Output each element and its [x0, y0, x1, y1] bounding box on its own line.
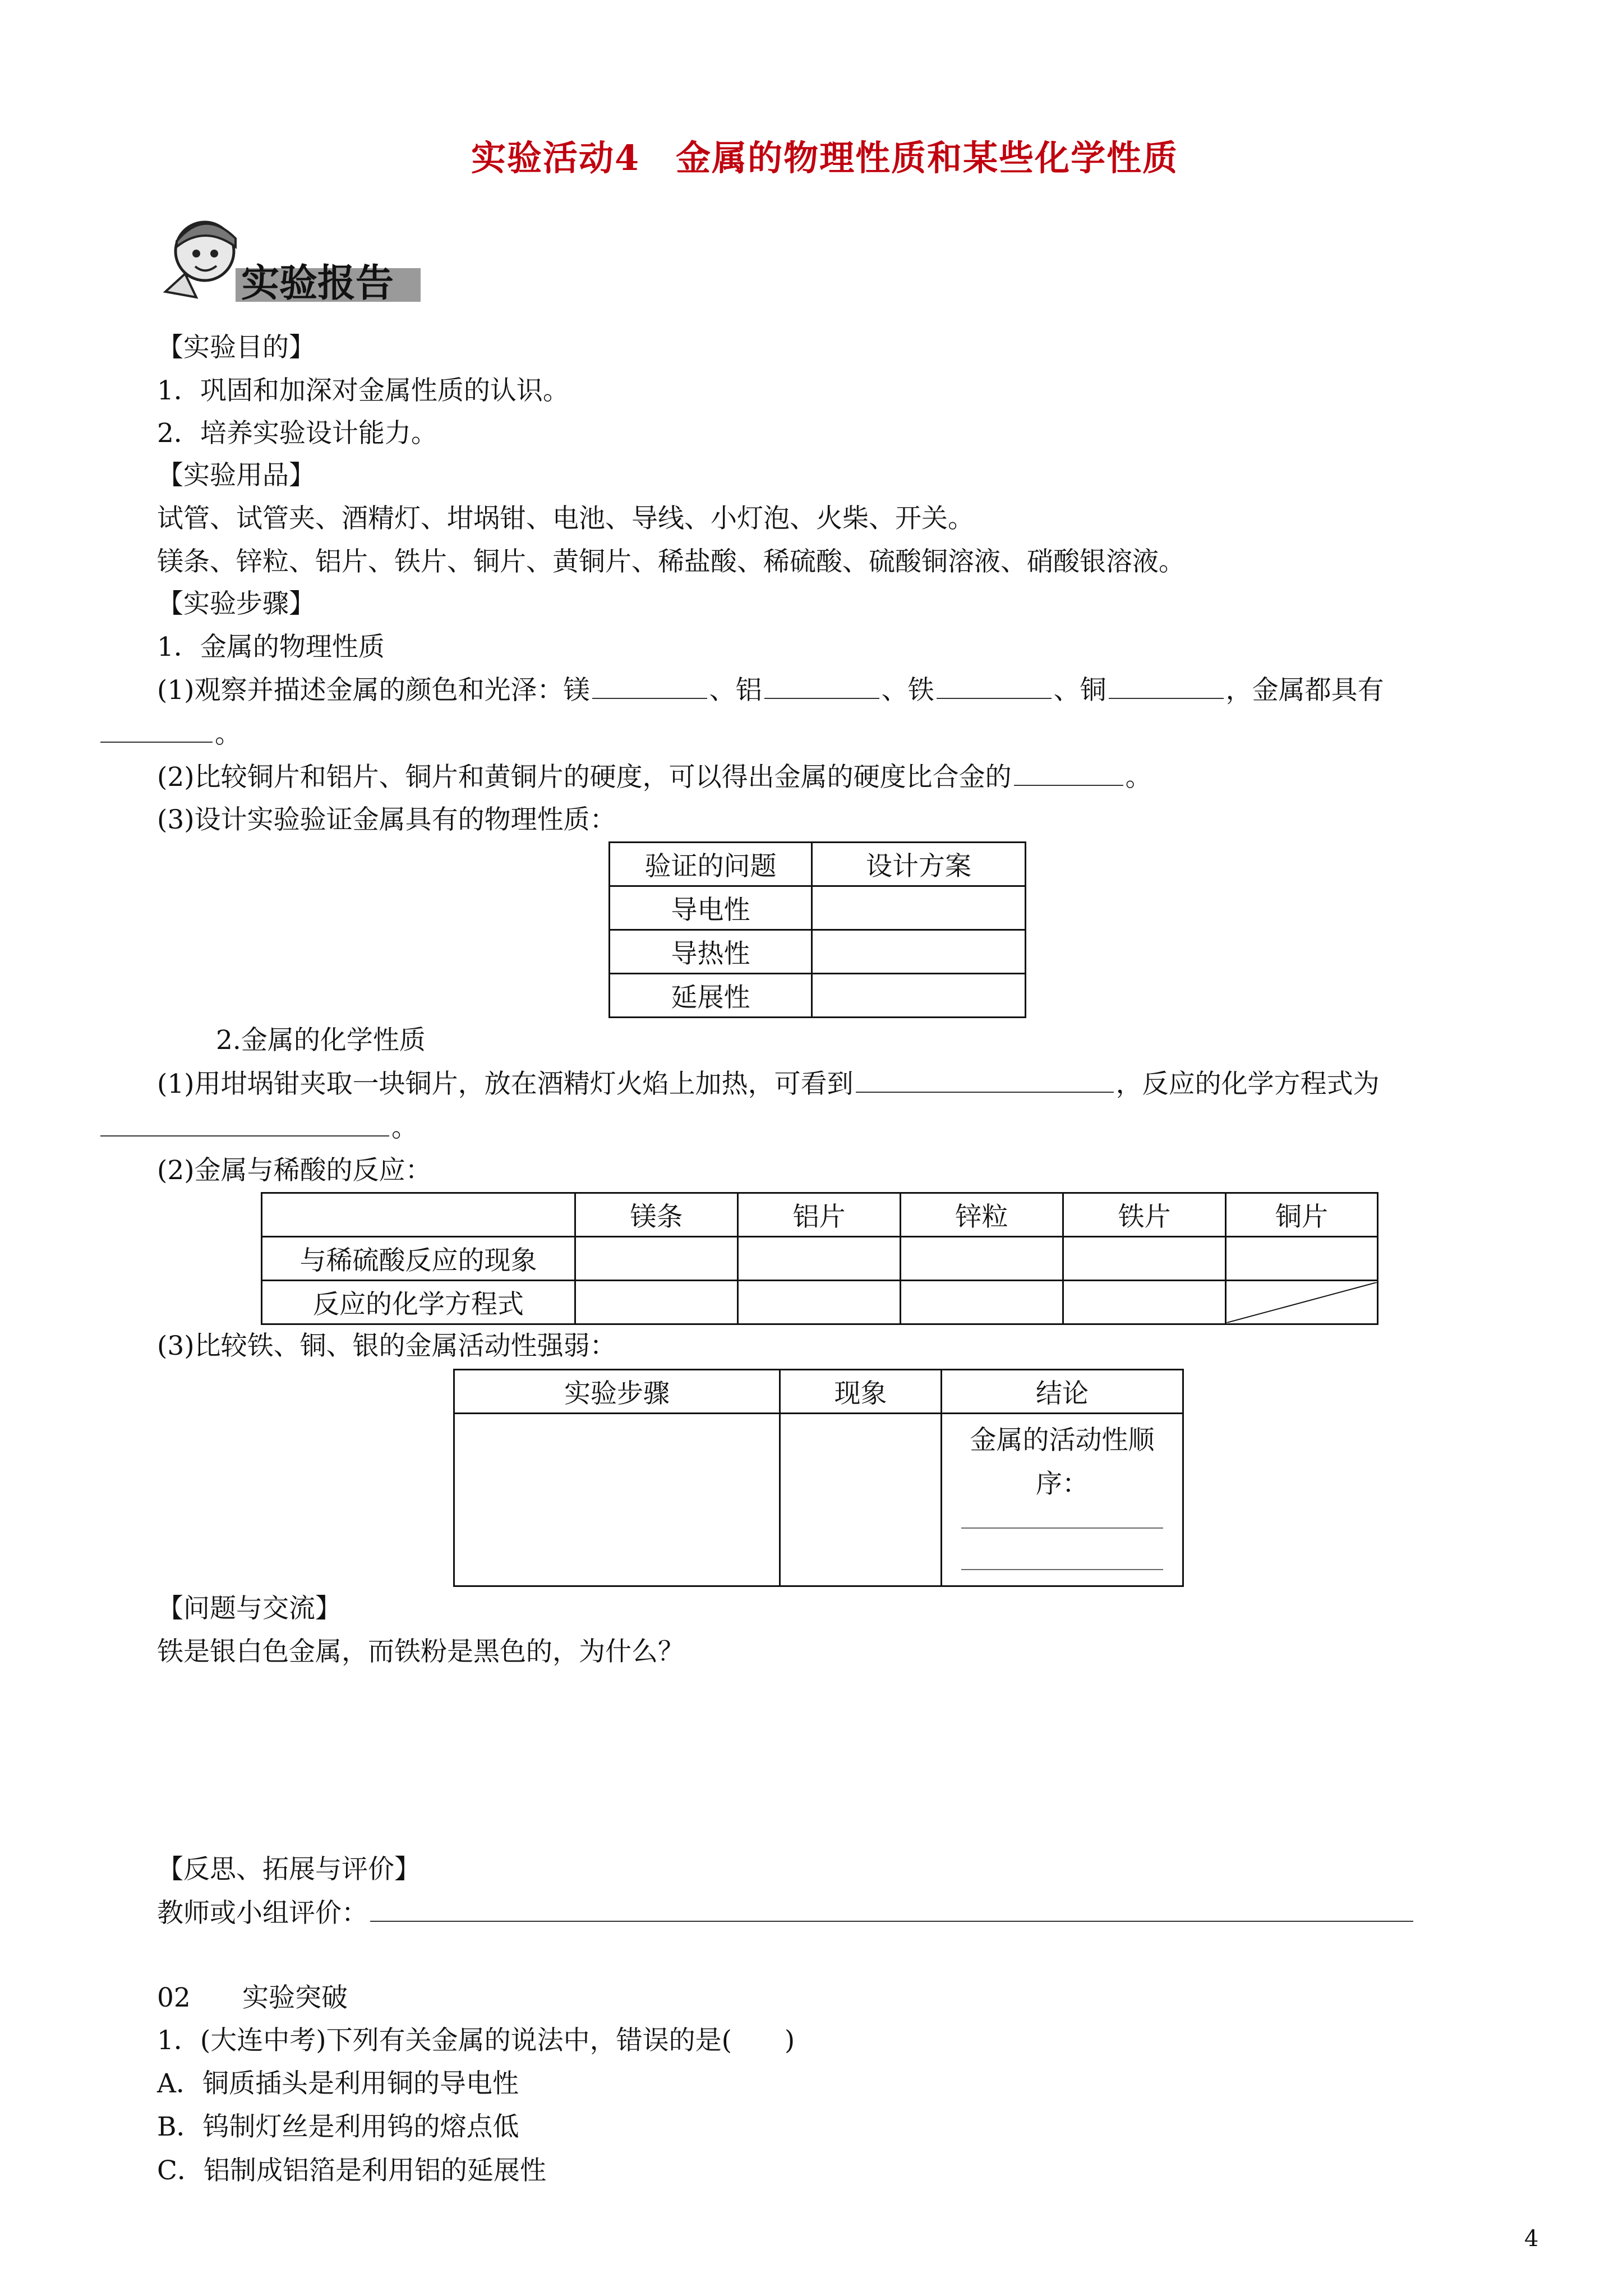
table-row-label: 导电性 — [610, 886, 812, 930]
option-c: C．铝制成铝箔是利用铝的延展性 — [157, 2155, 546, 2186]
breakthrough-number: 02 — [157, 1982, 191, 2013]
purpose-item-2: 2．培养实验设计能力。 — [157, 418, 437, 449]
chemical-item-2: (2)金属与稀酸的反应： — [157, 1155, 432, 1186]
table-header: 铝片 — [738, 1193, 901, 1237]
table-cell[interactable] — [901, 1281, 1063, 1324]
purpose-item-1: 1．巩固和加深对金属性质的认识。 — [157, 375, 569, 406]
blank-common-property[interactable] — [100, 717, 213, 743]
question-1: 1．(大连中考)下列有关金属的说法中，错误的是( ) — [157, 2025, 795, 2056]
table-header: 锌粒 — [901, 1193, 1063, 1237]
conclusion-cell[interactable] — [942, 1414, 1183, 1586]
table-header — [262, 1193, 575, 1237]
table-row-label: 延展性 — [610, 974, 812, 1018]
table-cell[interactable] — [575, 1281, 738, 1324]
chemical-item-1: (1)用坩埚钳夹取一块铜片，放在酒精灯火焰上加热，可看到 ，反应的化学方程式为 — [157, 1067, 1380, 1101]
table-cell[interactable] — [812, 886, 1026, 930]
table-cell[interactable] — [738, 1281, 901, 1324]
discussion-heading: 【问题与交流】 — [157, 1593, 342, 1624]
conclusion-line-1: 金属的活动性顺 — [970, 1425, 1155, 1456]
table-header: 实验步骤 — [454, 1370, 780, 1414]
table-cell[interactable] — [901, 1237, 1063, 1281]
table-header: 结论 — [942, 1370, 1183, 1414]
physical-item-3: (3)设计实验验证金属具有的物理性质： — [157, 804, 616, 835]
table-row-label: 导热性 — [610, 930, 812, 974]
discussion-question: 铁是银白色金属，而铁粉是黑色的，为什么？ — [157, 1636, 684, 1667]
materials-line-2: 镁条、锌粒、铝片、铁片、铜片、黄铜片、稀盐酸、稀硫酸、硫酸铜溶液、硝酸银溶液。 — [157, 546, 1185, 577]
blank-evaluation[interactable] — [370, 1896, 1413, 1922]
physical-heading: 1．金属的物理性质 — [157, 632, 385, 662]
blank-aluminum[interactable] — [764, 673, 879, 699]
reflection-heading: 【反思、拓展与评价】 — [157, 1854, 421, 1885]
blank-copper[interactable] — [1109, 673, 1224, 699]
table-cell[interactable] — [1063, 1237, 1226, 1281]
chemical-item-1-cont: 。 — [98, 1111, 418, 1145]
chemical-heading: 2.金属的化学性质 — [216, 1025, 426, 1056]
page-title: 实验活动4 金属的物理性质和某些化学性质 — [471, 137, 1179, 178]
table-header: 镁条 — [575, 1193, 738, 1237]
table-cell[interactable] — [575, 1237, 738, 1281]
table-row-label: 反应的化学方程式 — [262, 1281, 575, 1324]
table-cell[interactable] — [454, 1414, 780, 1586]
logo-text: 实验报告 — [241, 261, 394, 306]
breakthrough-title: 实验突破 — [242, 1982, 348, 2013]
steps-heading: 【实验步骤】 — [157, 588, 315, 619]
blank-equation[interactable] — [100, 1111, 389, 1137]
diagonal-line — [1227, 1282, 1377, 1323]
option-b: B．钨制灯丝是利用钨的熔点低 — [157, 2111, 519, 2142]
blank-hardness[interactable] — [1014, 760, 1123, 786]
physical-item-2: (2)比较铜片和铝片、铜片和黄铜片的硬度，可以得出金属的硬度比合金的 。 — [157, 760, 1152, 794]
table-header: 铜片 — [1226, 1193, 1378, 1237]
diagonal-cell — [1226, 1281, 1378, 1324]
materials-heading: 【实验用品】 — [157, 460, 315, 491]
blank-order-2[interactable] — [961, 1529, 1163, 1570]
report-logo — [151, 208, 421, 314]
blank-iron[interactable] — [937, 673, 1052, 699]
purpose-heading: 【实验目的】 — [157, 332, 315, 363]
physical-item-1-cont: 。 — [98, 717, 241, 751]
table-cell[interactable] — [780, 1414, 942, 1586]
acid-reaction-table — [261, 1192, 1378, 1325]
table-row-label: 与稀硫酸反应的现象 — [262, 1237, 575, 1281]
chemical-item-3: (3)比较铁、铜、银的金属活动性强弱： — [157, 1331, 616, 1361]
table-header: 铁片 — [1063, 1193, 1226, 1237]
blank-magnesium[interactable] — [592, 673, 707, 699]
table-cell[interactable] — [812, 930, 1026, 974]
physical-properties-table — [608, 841, 1026, 1018]
materials-line-1: 试管、试管夹、酒精灯、坩埚钳、电池、导线、小灯泡、火柴、开关。 — [157, 503, 974, 534]
table-cell[interactable] — [1063, 1281, 1226, 1324]
table-header: 验证的问题 — [610, 843, 812, 886]
table-cell[interactable] — [1226, 1237, 1378, 1281]
conclusion-line-2: 序： — [1036, 1469, 1089, 1499]
physical-item-1: (1)观察并描述金属的颜色和光泽：镁 、铝 、铁 、铜 ，金属都具有 — [157, 673, 1384, 707]
page-number: 4 — [1524, 2226, 1539, 2252]
option-a: A．铜质插头是利用铜的导电性 — [157, 2068, 519, 2099]
blank-order-1[interactable] — [961, 1511, 1163, 1529]
table-header: 设计方案 — [812, 843, 1026, 886]
table-cell[interactable] — [738, 1237, 901, 1281]
activity-comparison-table — [453, 1369, 1184, 1587]
table-cell[interactable] — [812, 974, 1026, 1018]
table-header: 现象 — [780, 1370, 942, 1414]
blank-observation[interactable] — [856, 1067, 1114, 1093]
evaluation-line: 教师或小组评价： — [157, 1896, 1415, 1930]
